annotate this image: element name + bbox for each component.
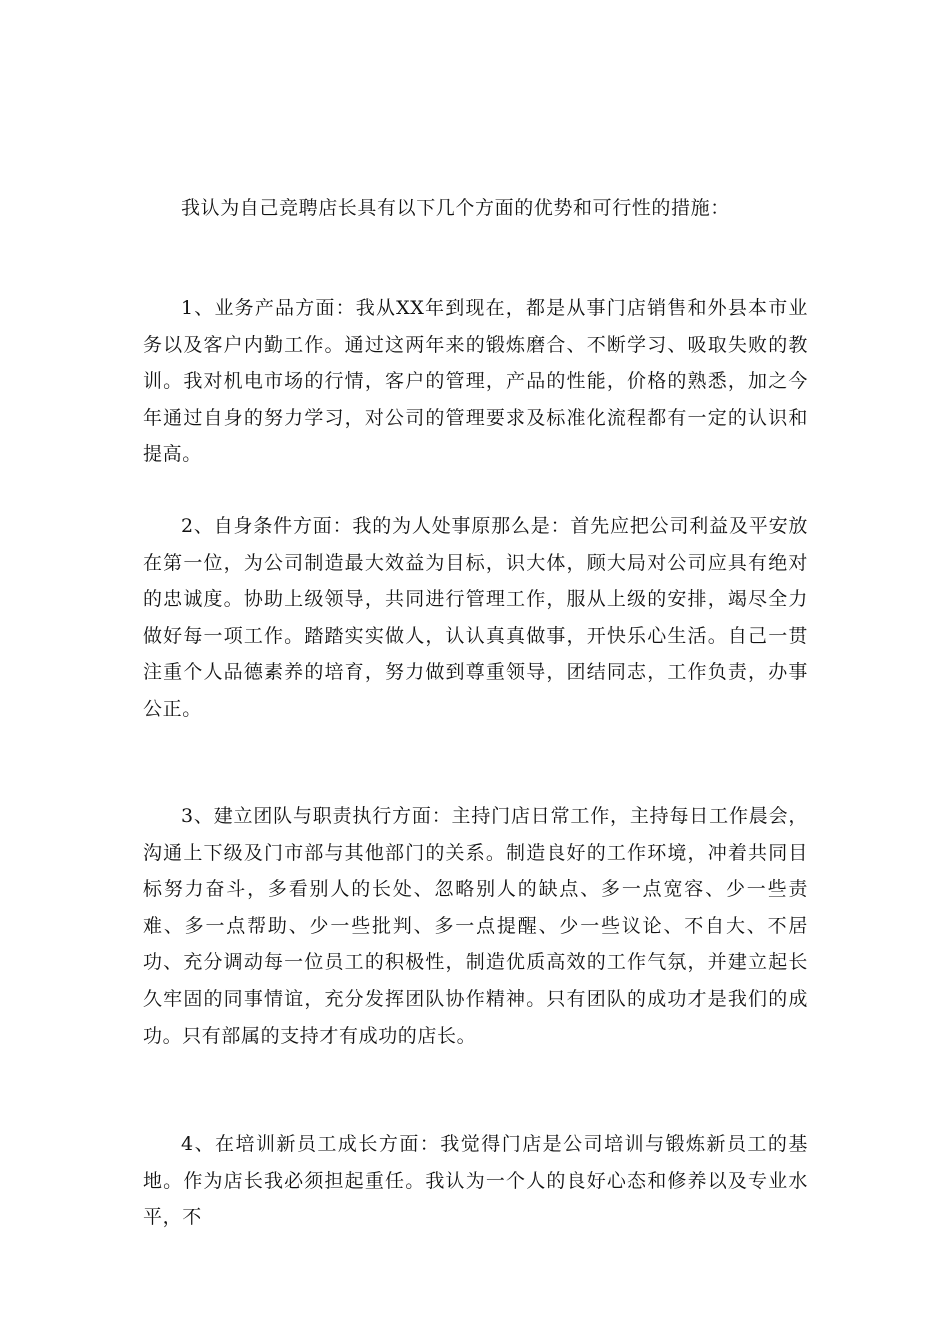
intro-paragraph: 我认为自己竞聘店长具有以下几个方面的优势和可行性的措施： <box>181 197 730 219</box>
paragraph-team-building: 3、建立团队与职责执行方面：主持门店日常工作，主持每日工作晨会，沟通上下级及门市部与其他部门的关系。制造良好的工作环境，冲着共同目标努力奋斗，多看别人的长处、忽略别人的缺点、多一点宽容、少一些责难、多一点帮助、少一些批判、多一点提醒、少一些议论、不自大、不居功、充分调动每一位员工的积极性，制造优质高效的工作气氛，并建立起长久牢固的同事情谊，充分发挥团队协作精神。只有团队的成功才是我们的成功。只有部属的支持才有成功的店长。 <box>143 805 808 1047</box>
paragraph-new-staff-training: 4、在培训新员工成长方面：我觉得门店是公司培训与锻炼新员工的基地。作为店长我必须担起重任。我认为一个人的良好心态和修养以及专业水平，不 <box>143 1133 808 1229</box>
paragraph-personal-conditions: 2、自身条件方面：我的为人处事原那么是：首先应把公司利益及平安放在第一位，为公司制造最大效益为目标，识大体，顾大局对公司应具有绝对的忠诚度。协助上级领导，共同进行管理工作，服从上级的安排，竭尽全力做好每一项工作。踏踏实实做人，认认真真做事，开快乐心生活。自己一贯注重个人品德素养的培育，努力做到尊重领导，团结同志，工作负责，办事公正。 <box>143 515 808 720</box>
paragraph-business-products: 1、业务产品方面：我从XX年到现在，都是从事门店销售和外县本市业务以及客户内勤工作。通过这两年来的锻炼磨合、不断学习、吸取失败的教训。我对机电市场的行情，客户的管理，产品的性能，价格的熟悉，加之今年通过自身的努力学习，对公司的管理要求及标准化流程都有一定的认识和提高。 <box>143 297 808 466</box>
